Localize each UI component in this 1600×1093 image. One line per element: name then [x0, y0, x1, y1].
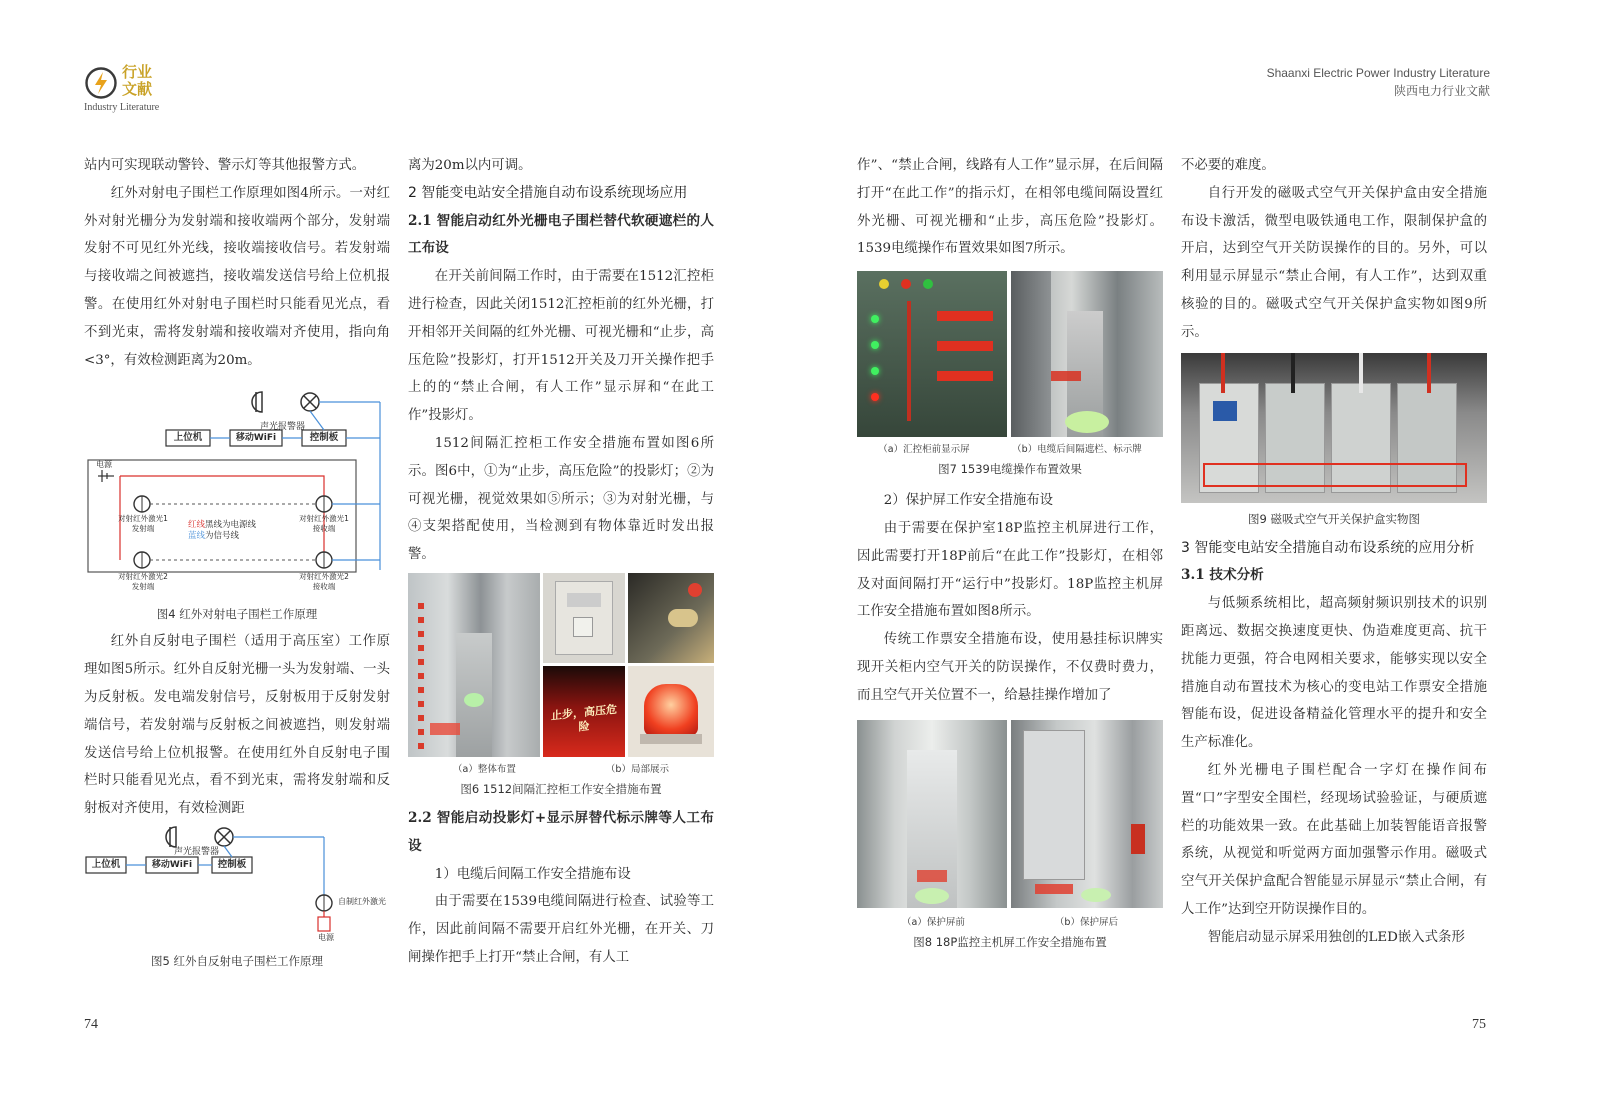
fig5-alarm-label: 声光报警器 [174, 846, 220, 857]
journal-logo [84, 62, 204, 118]
column-2 [408, 152, 714, 972]
fig6-photo-warning-projection [543, 666, 625, 757]
fig6-photo-overall [408, 573, 540, 757]
fig6-photo-cabinet [543, 573, 625, 663]
fig6-subcaption-a: （a）整体布置 [453, 763, 516, 775]
paragraph: 1512间隔汇控柜工作安全措施布置如图6所示。图6中，①为“止步，高压危险”的投影灯；②为可视光栅，视觉效果如⑤所示；③为对射光栅，与④支架搭配使用，当检测到有物体靠近时发出报警。 [408, 435, 714, 563]
fig4-tx2-label: 对射红外激光2 发射端 [118, 572, 168, 592]
fig7-photo-cable-corridor [1011, 271, 1163, 437]
fig8-subcaption-b: （b）保护屏后 [1054, 916, 1118, 928]
paragraph: 1）电缆后间隔工作安全措施布设 [434, 866, 631, 882]
fig8-photo-front [857, 720, 1007, 908]
fig6-photo-bracket [628, 573, 714, 663]
paragraph: 自行开发的磁吸式空气开关保护盒由安全措施布设卡激活，微型电吸铁通电工作，限制保护盒的开启，达到空气开关防误操作的目的。另外，可以利用显示屏显示“禁止合闸，有人工作”，达到双重核验的目的。磁吸式空气开关保护盒实物如图9所示。 [1181, 185, 1487, 340]
journal-name-cn: 陕西电力行业文献 [1393, 84, 1490, 98]
fig4-alarm-label: 声光报警器 [260, 422, 306, 433]
paragraph: 不必要的难度。 [1181, 158, 1275, 173]
column-4 [1181, 152, 1487, 952]
section-heading: 3 智能变电站安全措施自动布设系统的应用分析 [1181, 539, 1475, 556]
section-heading: 2 智能变电站安全措施自动布设系统现场应用 [408, 184, 688, 201]
fig6-subcaption-b: （b）局部展示 [605, 763, 669, 775]
fig5-wifi-label: 移动WiFi [151, 859, 193, 870]
subsection-heading: 2.2 智能启动投影灯+显示屏替代标示牌等人工布设 [408, 809, 714, 854]
fig6-warning-text: 止步，高压危险 [551, 702, 617, 734]
fig5-host-label: 上位机 [91, 858, 121, 870]
figure-5 [84, 823, 390, 973]
logo-subtitle: Industry Literature [84, 102, 160, 113]
logo-title: 行业文献 [122, 63, 153, 98]
fig8-photo-back [1011, 720, 1163, 908]
paragraph: 2）保护屏工作安全措施布设 [883, 493, 1054, 509]
fig4-caption: 图4 红外对射电子围栏工作原理 [156, 607, 318, 622]
fig7-caption: 图7 1539电缆操作布置效果 [938, 462, 1082, 477]
fig5-diagram [84, 823, 390, 951]
page-number-left: 74 [84, 1017, 98, 1032]
paragraph: 站内可实现联动警铃、警示灯等其他报警方式。 [84, 158, 366, 173]
fig4-rx2-label: 对射红外激光2 接收端 [299, 572, 349, 592]
paragraph: 与低频系统相比，超高频射频识别技术的识别距离远、数据交换速度更快、伪造难度更高、抗干扰能力更强，符合电网相关要求，能够实现以安全措施自动布置技术为核心的变电站工作票安全措施智能布设，促进设备精益化管理水平的提升和安全生产标准化。 [1181, 596, 1487, 751]
fig6-caption: 图6 1512间隔汇控柜工作安全措施布置 [460, 781, 662, 796]
fig5-power-label: 电源 [318, 932, 334, 942]
fig5-laser-label: 自制红外激光 [338, 896, 386, 906]
fig4-diagram [84, 380, 390, 604]
figure-6 [408, 573, 714, 805]
paragraph: 由于需要在1539电缆间隔进行检查、试验等工作，因此前间隔不需要开启红外光栅，在开关、刀闸操作把手上打开“禁止合闸，有人工 [408, 894, 714, 965]
fig7-subcaption-a: （a）汇控柜前显示屏 [878, 444, 970, 456]
fig4-host-label: 上位机 [173, 432, 203, 444]
fig7-subcaption-b: （b）电缆后间隔遮栏、标示牌 [1012, 444, 1142, 456]
lightning-bolt-icon [84, 66, 118, 100]
paragraph: 在开关前间隔工作时，由于需要在1512汇控柜进行检查，因此关闭1512汇控柜前的红外光栅，打开相邻开关间隔的红外光栅、可视光栅和“止步，高压危险”投影灯，打开1512开关及刀开关操作把手上的的“禁止合闸，有人工作”显示屏和“在此工作”投影灯。 [408, 269, 714, 424]
fig4-rx1-label: 对射红外激光1 接收端 [299, 514, 349, 534]
column-1 [84, 152, 390, 973]
subsection-heading: 2.1 智能启动红外光栅电子围栏替代软硬遮栏的人工布设 [408, 212, 714, 257]
fig7-photo-control-panel [857, 271, 1007, 437]
paragraph: 离为20m以内可调。 [408, 158, 532, 173]
figure-9 [1181, 353, 1487, 535]
fig5-caption: 图5 红外自反射电子围栏工作原理 [151, 953, 323, 968]
fig4-tx1-label: 对射红外激光1 发射端 [118, 514, 168, 534]
paragraph: 智能启动显示屏采用独创的LED嵌入式条形 [1207, 929, 1465, 945]
paragraph: 由于需要在保护室18P监控主机屏进行工作，因此需要打开18P前后“在此工作”投影灯，在相邻及对面间隔打开“运行中”投影灯。18P监控主机屏工作安全措施布置如图8所示。 [857, 520, 1163, 620]
figure-4 [84, 380, 390, 628]
running-header [1267, 64, 1490, 100]
paragraph: 传统工作票安全措施布设，使用悬挂标识牌实现开关柜内空气开关的防误操作，不仅费时费力，而且空气开关位置不一，给悬挂操作增加了 [857, 632, 1163, 703]
fig6-subcaptions [408, 763, 714, 777]
fig4-legend: 红线黑线为电源线 蓝线为信号线 [188, 520, 257, 542]
fig8-subcaption-a: （a）保护屏前 [902, 916, 965, 928]
fig7-subcaptions [857, 443, 1163, 457]
fig4-power-label: 电源 [96, 460, 112, 470]
fig6-photo-alarm-light [628, 666, 714, 757]
paragraph: 红外对射电子围栏工作原理如图4所示。一对红外对射光栅分为发射端和接收端两个部分，发射端发射不可见红外光线，接收端接收信号。若发射端与接收端之间被遮挡，接收端发送信号给上位机报警。在使用红外对射电子围栏时只能看见光点，看不到光束，需将发射端和接收端对齐使用，指向角<3°，有效检测距离为20m。 [84, 185, 390, 368]
paragraph: 红外光栅电子围栏配合一字灯在操作间布置“口”字型安全围栏，经现场试验验证，与硬质遮栏的功能效果一致。在此基础上加装智能语音报警系统，从视觉和听觉两方面加强警示作用。磁吸式空气开关保护盒配合智能显示屏显示“禁止合闸，有人工作”达到空开防误操作目的。 [1181, 762, 1487, 917]
figure-8 [857, 720, 1163, 956]
page-number-right: 75 [1472, 1017, 1486, 1032]
fig8-subcaptions [857, 916, 1163, 930]
fig8-caption: 图8 18P监控主机屏工作安全措施布置 [913, 934, 1107, 949]
fig5-board-label: 控制板 [217, 858, 247, 870]
journal-name-en: Shaanxi Electric Power Industry Literature [1266, 66, 1490, 80]
fig4-wifi-label: 移动WiFi [235, 433, 277, 444]
paragraph: 作”、“禁止合闸，线路有人工作”显示屏，在后间隔打开“在此工作”的指示灯，在相邻电缆间隔设置红外光栅、可视光栅和“止步，高压危险”投影灯。1539电缆操作布置效果如图7所示。 [857, 158, 1163, 257]
figure-7 [857, 271, 1163, 487]
fig9-caption: 图9 磁吸式空气开关保护盒实物图 [1248, 511, 1420, 526]
fig9-photo-breaker-boxes [1181, 353, 1487, 503]
fig4-board-label: 控制板 [309, 432, 339, 444]
paragraph: 红外自反射电子围栏（适用于高压室）工作原理如图5所示。红外自反射光栅一头为发射端、一头为反射板。发电端发射信号，反射板用于反射发射端信号，若发射端与反射板之间被遮挡，则发射端发送信号给上位机报警。在使用红外自反射电子围栏时只能看见光点，看不到光束，需将发射端和反射板对齐使用，有效检测距 [84, 634, 390, 817]
column-3 [857, 152, 1163, 956]
subsection-heading: 3.1 技术分析 [1181, 567, 1264, 584]
